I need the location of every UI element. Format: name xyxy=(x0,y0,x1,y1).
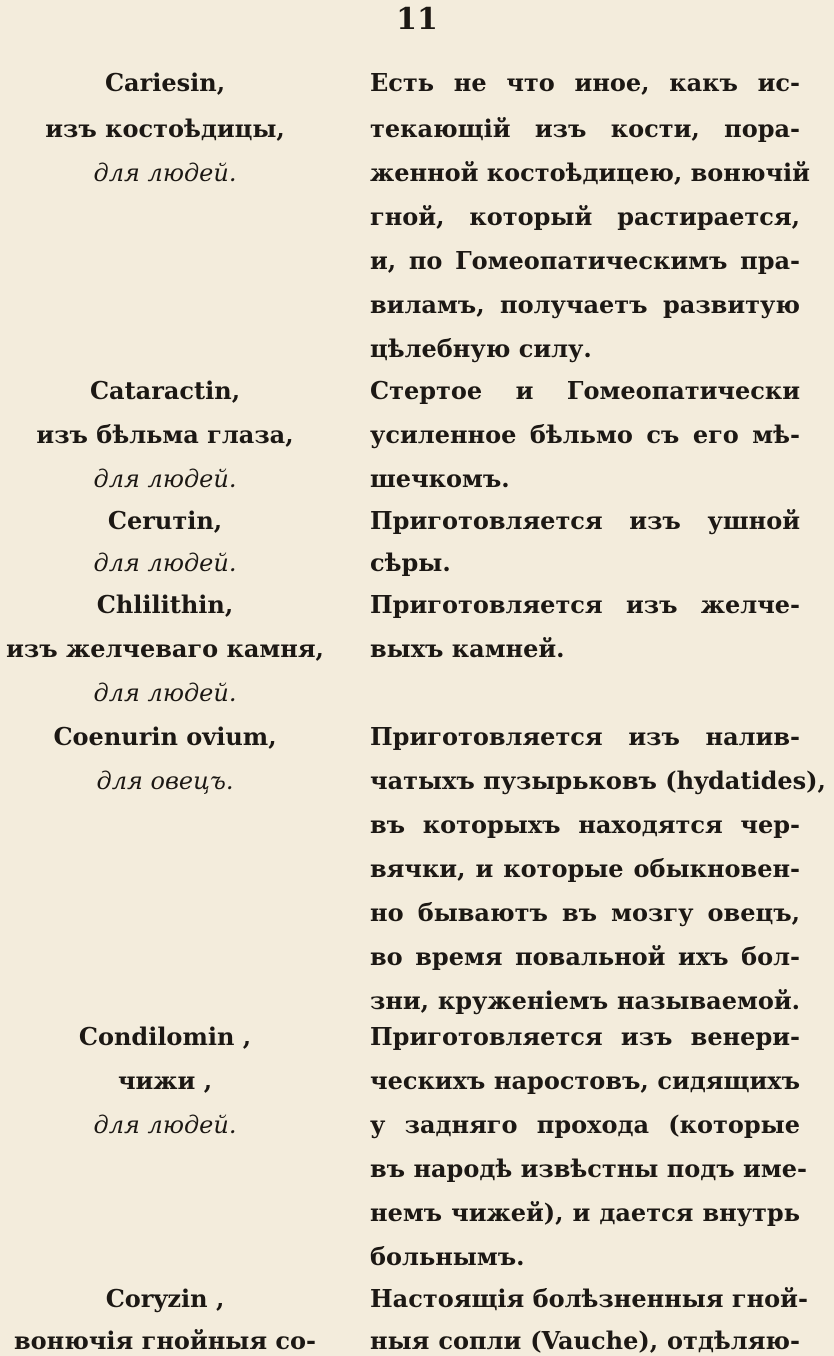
entry-usage: для людей. xyxy=(93,465,237,493)
entry-title: Cataractin, xyxy=(89,376,241,405)
entry-usage: для людей. xyxy=(93,549,237,577)
description-line: шечкомъ. xyxy=(370,464,510,493)
description-line: зни, круженіемъ называемой. xyxy=(370,986,800,1015)
entry-usage: для людей. xyxy=(93,679,237,707)
description-line: Есть не что иное, какъ ис- xyxy=(370,68,800,97)
description-line: ныя сопли (Vauche), отдѣляю- xyxy=(370,1326,800,1355)
description-line: въ которыхъ находятся чер- xyxy=(370,810,800,839)
description-line: но бываютъ въ мозгу овецъ, xyxy=(370,898,800,927)
description-line: Настоящія болѣзненныя гной- xyxy=(370,1284,808,1313)
description-line: виламъ, получаетъ развитую xyxy=(370,290,800,319)
entry-title: Chlilithin, xyxy=(96,590,234,619)
description-line: Приготовляется изъ желче- xyxy=(370,590,800,619)
description-line: въ народѣ извѣстны подъ име- xyxy=(370,1154,807,1183)
description-line: Приготовляется изъ налив- xyxy=(370,722,800,751)
description-line: чатыхъ пузырьковъ (hydatides), xyxy=(370,766,826,795)
entry-source: вонючія гнойныя со- xyxy=(13,1326,316,1355)
entry-source: чижи , xyxy=(117,1066,213,1095)
description-line: женной костоѣдицею, вонючій xyxy=(370,158,810,187)
entry-title: Cariesin, xyxy=(104,68,226,97)
entry-title: Coryzin , xyxy=(105,1284,225,1313)
description-line: Стертое и Гомеопатически xyxy=(370,376,800,405)
entry-usage: для людей. xyxy=(93,1111,237,1139)
description-line: выхъ камней. xyxy=(370,634,565,663)
description-line: цѣлебную силу. xyxy=(370,334,592,363)
description-line: немъ чижей), и дается внутрь xyxy=(370,1198,800,1227)
description-line: вячки, и которые обыкновен- xyxy=(370,854,800,883)
description-line: Приготовляется изъ ушной xyxy=(370,506,800,535)
description-line: текающій изъ кости, пора- xyxy=(370,114,800,143)
description-line: во время повальной ихъ бол- xyxy=(370,942,800,971)
description-line: больнымъ. xyxy=(370,1242,525,1271)
entry-title: Condilomin , xyxy=(78,1022,252,1051)
description-line: сѣры. xyxy=(370,548,451,577)
entry-usage: для людей. xyxy=(93,159,237,187)
entry-source: изъ бѣльма глаза, xyxy=(36,420,294,449)
entry-title: Coenurin ovium, xyxy=(53,722,277,751)
description-line: гной, который растирается, xyxy=(370,202,800,231)
description-line: у задняго прохода (которые xyxy=(370,1110,800,1139)
description-line: ческихъ наростовъ, сидящихъ xyxy=(370,1066,800,1095)
description-line: Приготовляется изъ венери- xyxy=(370,1022,800,1051)
entry-source: изъ желчеваго камня, xyxy=(6,634,324,663)
entry-title: Ceruтin, xyxy=(107,506,223,535)
description-line: усиленное бѣльмо съ его мѣ- xyxy=(370,420,800,449)
page-number: 11 xyxy=(396,2,438,37)
description-line: и, по Гомеопатическимъ пра- xyxy=(370,246,800,275)
entry-source: изъ костоѣдицы, xyxy=(45,114,285,143)
entry-usage: для овецъ. xyxy=(96,767,234,795)
